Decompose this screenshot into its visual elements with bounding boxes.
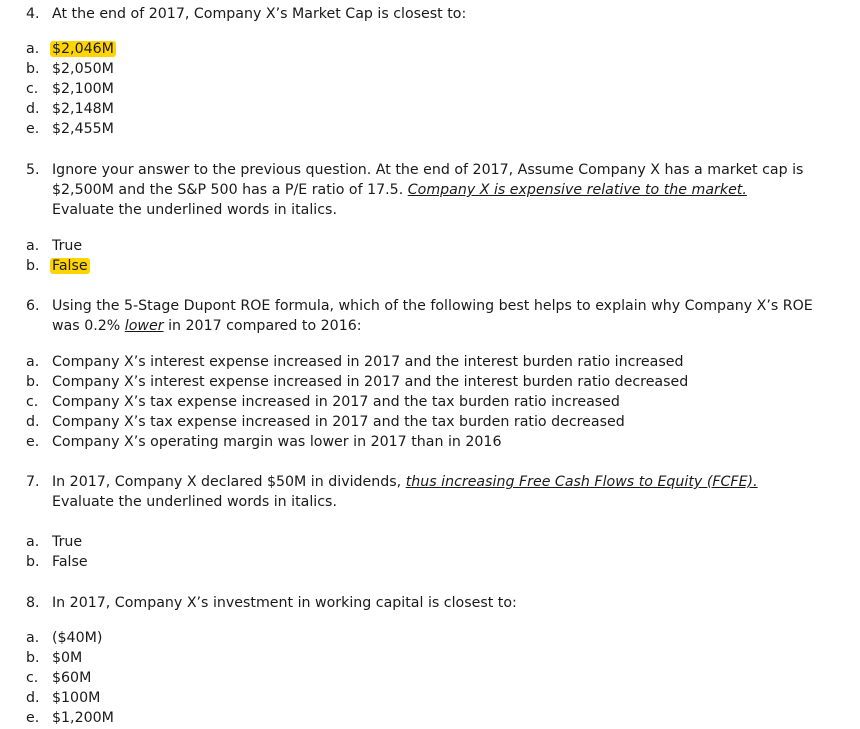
option-text: False <box>52 554 88 570</box>
option-5a[interactable] <box>26 236 82 256</box>
option-4e[interactable] <box>26 119 114 139</box>
option-8b[interactable] <box>26 648 82 668</box>
option-letter: d. <box>26 414 40 430</box>
option-4c[interactable] <box>26 79 114 99</box>
option-text: $100M <box>52 690 101 706</box>
option-4a[interactable] <box>26 39 116 59</box>
question-4 <box>26 4 836 24</box>
option-5b[interactable] <box>26 256 90 276</box>
option-letter: a. <box>26 41 40 57</box>
option-text: Company X’s operating margin was lower in 2017 than in 2016 <box>52 434 502 450</box>
option-text-highlighted: False <box>52 258 88 274</box>
option-text: True <box>52 238 83 254</box>
underlined-italic-text: lower <box>124 318 164 334</box>
option-4d[interactable] <box>26 99 114 119</box>
question-text: At the end of 2017, Company X’s Market Cap is closest to: <box>52 6 467 22</box>
option-letter: d. <box>26 690 40 706</box>
option-8d[interactable] <box>26 688 100 708</box>
option-letter: c. <box>26 670 39 686</box>
option-6e[interactable] <box>26 432 502 452</box>
option-letter: b. <box>26 61 40 77</box>
option-6b[interactable] <box>26 372 688 392</box>
option-4b[interactable] <box>26 59 114 79</box>
question-text-part: Ignore your answer to the previous question. At the end of 2017, Assume Company X has a market cap is $2,500M and the S&P 500 has a P/E ratio of 17.5. <box>52 162 804 198</box>
option-text: Company X’s interest expense increased in 2017 and the interest burden ratio increased <box>52 354 684 370</box>
question-text-part: Using the 5-Stage Dupont ROE formula, which of the following best helps to explain why Company X’s ROE was 0.2% <box>52 298 813 334</box>
question-instruction: Evaluate the underlined words in italics. <box>52 202 337 218</box>
option-letter: a. <box>26 354 40 370</box>
question-instruction: Evaluate the underlined words in italics. <box>52 494 337 510</box>
option-letter: c. <box>26 394 39 410</box>
option-text: $2,148M <box>52 101 114 117</box>
option-text-highlighted: $2,046M <box>52 41 114 57</box>
option-text: ($40M) <box>52 630 103 646</box>
option-letter: e. <box>26 710 40 726</box>
option-text: Company X’s interest expense increased in 2017 and the interest burden ratio decreased <box>52 374 689 390</box>
option-letter: e. <box>26 434 40 450</box>
option-text: Company X’s tax expense increased in 2017 and the tax burden ratio increased <box>52 394 620 410</box>
question-text <box>52 472 836 512</box>
question-number: 4. <box>26 6 40 22</box>
underlined-italic-text: Company X is expensive relative to the market. <box>407 182 747 198</box>
question-number: 5. <box>26 162 40 178</box>
option-letter: b. <box>26 650 40 666</box>
option-letter: b. <box>26 374 40 390</box>
option-letter: a. <box>26 534 40 550</box>
option-7a[interactable] <box>26 532 82 552</box>
question-text <box>52 160 836 220</box>
option-6c[interactable] <box>26 392 620 412</box>
question-8 <box>26 593 836 613</box>
underlined-italic-text: thus increasing Free Cash Flows to Equity (FCFE). <box>405 474 758 490</box>
question-number: 6. <box>26 298 40 314</box>
question-7 <box>26 472 836 512</box>
option-8a[interactable] <box>26 628 102 648</box>
question-text <box>52 296 836 336</box>
option-letter: a. <box>26 630 40 646</box>
option-letter: c. <box>26 81 39 97</box>
option-6a[interactable] <box>26 352 683 372</box>
option-6d[interactable] <box>26 412 625 432</box>
option-letter: e. <box>26 121 40 137</box>
option-text: True <box>52 534 83 550</box>
question-number: 7. <box>26 474 40 490</box>
question-text-part: in 2017 compared to 2016: <box>163 318 362 334</box>
option-text: $0M <box>52 650 83 666</box>
option-8e[interactable] <box>26 708 114 728</box>
option-text: $1,200M <box>52 710 114 726</box>
question-6 <box>26 296 836 336</box>
question-5 <box>26 160 836 220</box>
option-text: $2,455M <box>52 121 114 137</box>
question-text: In 2017, Company X’s investment in working capital is closest to: <box>52 595 517 611</box>
option-letter: b. <box>26 554 40 570</box>
question-text-part: In 2017, Company X declared $50M in dividends, <box>52 474 406 490</box>
option-letter: a. <box>26 238 40 254</box>
option-text: $2,050M <box>52 61 114 77</box>
option-8c[interactable] <box>26 668 91 688</box>
option-letter: b. <box>26 258 40 274</box>
option-text: $2,100M <box>52 81 114 97</box>
option-text: $60M <box>52 670 92 686</box>
option-text: Company X’s tax expense increased in 2017 and the tax burden ratio decreased <box>52 414 625 430</box>
option-7b[interactable] <box>26 552 88 572</box>
question-number: 8. <box>26 595 40 611</box>
option-letter: d. <box>26 101 40 117</box>
